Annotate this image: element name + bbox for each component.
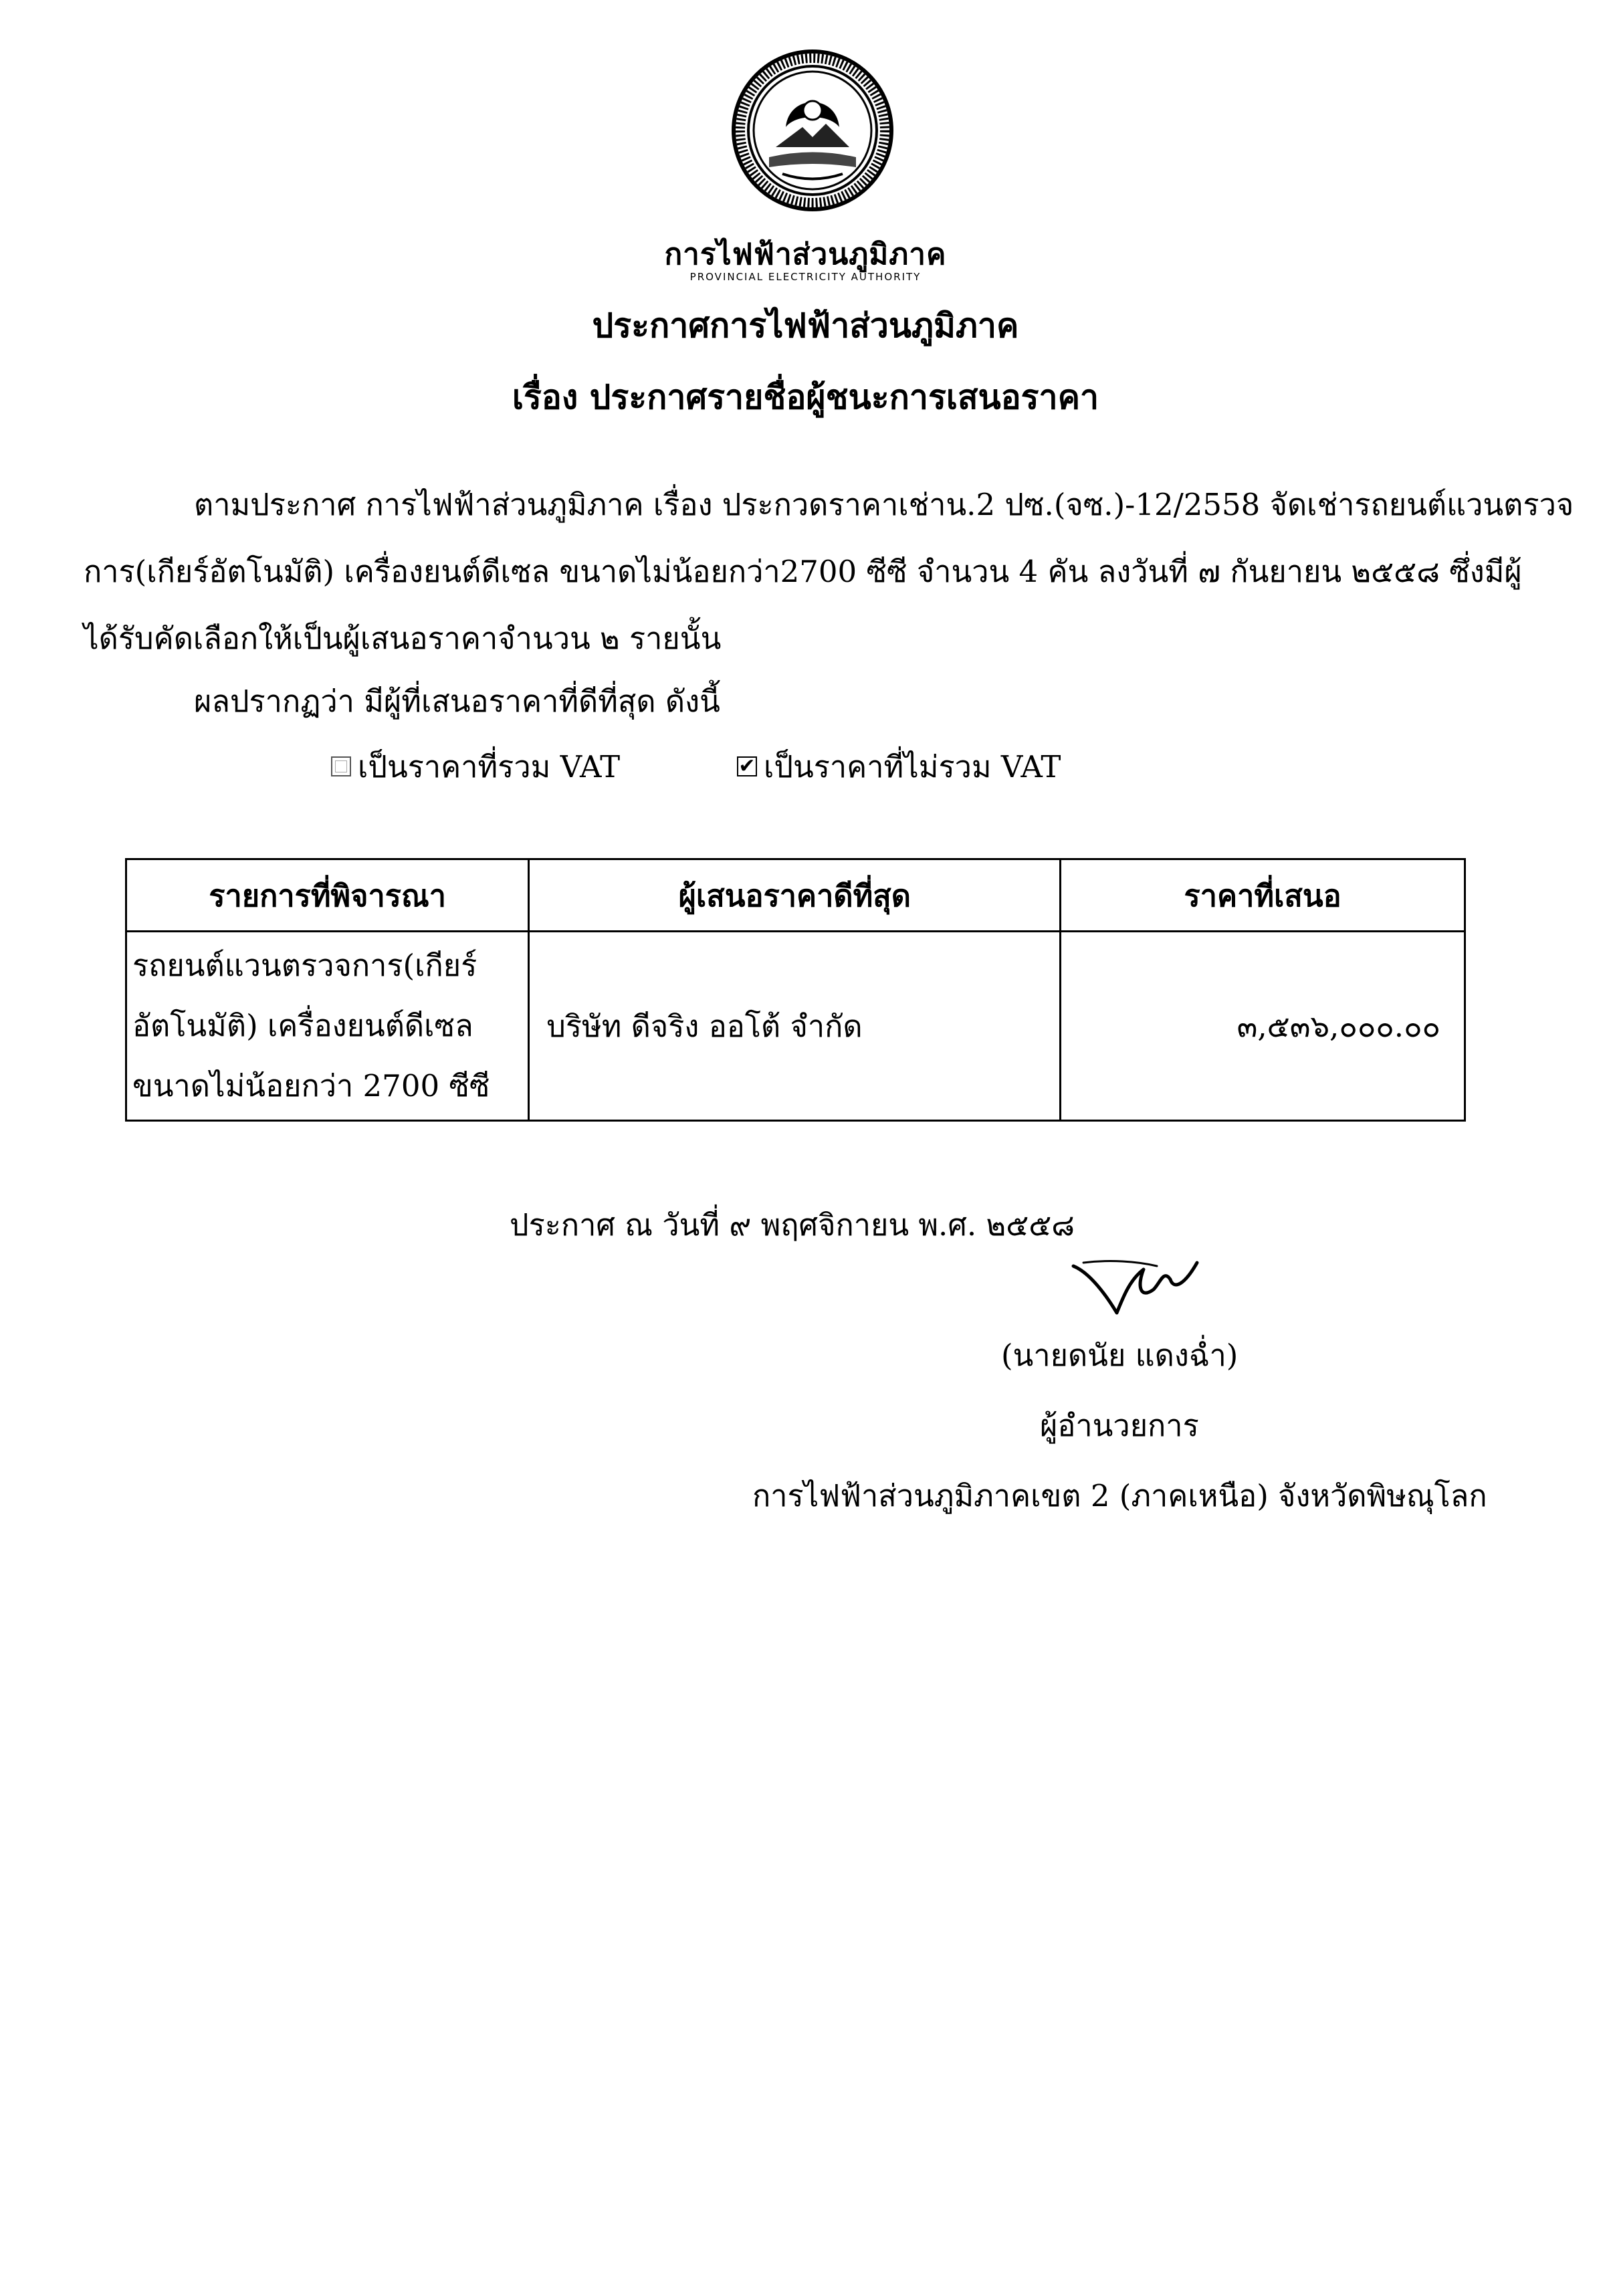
announcement-date: ประกาศ ณ วันที่ ๙ พฤศจิกายน พ.ศ. ๒๕๕๘ (510, 1207, 1075, 1243)
org-name-english: PROVINCIAL ELECTRICITY AUTHORITY (689, 271, 922, 283)
handwritten-signature (1070, 1249, 1204, 1323)
signer-title: ผู้อำนวยการ (1040, 1408, 1199, 1443)
pea-seal-logo (729, 47, 896, 214)
header-price: ราคาที่เสนอ (1061, 859, 1465, 932)
header-bidder: ผู้เสนอราคาดีที่สุด (529, 859, 1061, 932)
org-name-thai: การไฟฟ้าส่วนภูมิภาค (664, 237, 947, 272)
paragraph-line: ได้รับคัดเลือกให้เป็นผู้เสนอราคาจำนวน ๒ รายนั้น (84, 621, 722, 656)
announcement-title: ประกาศการไฟฟ้าส่วนภูมิภาค (592, 306, 1019, 345)
table-header-row (126, 859, 1465, 932)
paragraph-line: ตามประกาศ การไฟฟ้าส่วนภูมิภาค เรื่อง ประกวดราคาเช่าน.2 ปซ.(จซ.)-12/2558 จัดเช่ารถยนต์แวนตรวจ (194, 487, 1574, 522)
winner-table (125, 858, 1466, 1122)
bidder-cell: บริษัท ดีจริง ออโต้ จำกัด (529, 932, 1061, 1121)
header-item: รายการที่พิจารณา (126, 859, 529, 932)
vat-excluded-label: เป็นราคาที่ไม่รวม VAT (764, 749, 1061, 785)
table-row (126, 932, 1465, 1121)
vat-excluded-option (737, 742, 1061, 791)
result-statement: ผลปรากฏว่า มีผู้ที่เสนอราคาที่ดีที่สุด ดังนี้ (194, 684, 720, 719)
item-line: ขนาดไม่น้อยกว่า 2700 ซีซี (132, 1068, 490, 1104)
signer-name: (นายดนัย แดงฉ่ำ) (1001, 1338, 1239, 1373)
item-cell (126, 932, 529, 1121)
vat-included-checkbox (331, 756, 351, 776)
price-cell: ๓,๕๓๖,๐๐๐.๐๐ (1061, 932, 1465, 1121)
announcement-subject: เรื่อง ประกาศรายชื่อผู้ชนะการเสนอราคา (512, 377, 1099, 417)
vat-included-label: เป็นราคาที่รวม VAT (358, 749, 621, 785)
item-line: รถยนต์แวนตรวจการ(เกียร์ (132, 948, 477, 983)
item-line: อัตโนมัติ) เครื่องยนต์ดีเซล (132, 1008, 473, 1043)
paragraph-line: การ(เกียร์อัตโนมัติ) เครื่องยนต์ดีเซล ขนาดไม่น้อยกว่า2700 ซีซี จำนวน 4 คัน ลงวันที่ ๗ กันยายน ๒๕๕๘ ซึ่งมีผู้ (84, 554, 1522, 589)
vat-included-option (331, 742, 620, 791)
vat-excluded-checkbox: ✔ (737, 756, 757, 776)
signer-organization: การไฟฟ้าส่วนภูมิภาคเขต 2 (ภาคเหนือ) จังหวัดพิษณุโลก (752, 1478, 1487, 1514)
